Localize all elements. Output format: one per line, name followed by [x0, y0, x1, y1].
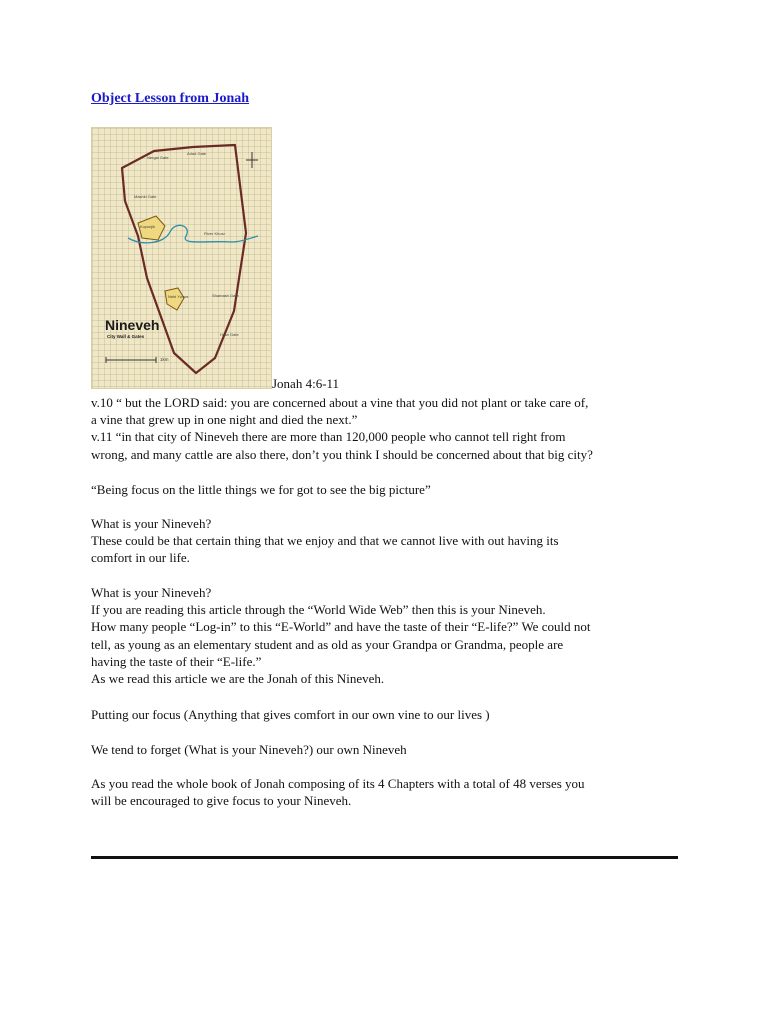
map-gate-label: Halzi Gate: [220, 332, 239, 337]
scale-bar: [106, 357, 156, 363]
map-gate-label: Adad Gate: [187, 151, 207, 156]
north-arrow: [246, 152, 258, 168]
map-scale-label: 1km: [160, 357, 169, 362]
text-line: comfort in our life.: [91, 550, 190, 566]
map-subtitle: City Wall & Gates: [107, 334, 145, 339]
text-line: a vine that grew up in one night and died the next.”: [91, 412, 358, 428]
text-line: What is your Nineveh?: [91, 585, 212, 600]
text-line: How many people “Log-in” to this “E-World” and have the taste of their “E-life?” We could not: [91, 619, 591, 635]
map-gate-label: Kuyunjik: [140, 224, 156, 229]
map-gate-label: Nebi Yunus: [168, 294, 189, 299]
map-drawing: [92, 128, 272, 389]
text-line: “Being focus on the little things we for got to see the big picture”: [91, 482, 431, 497]
text-line: These could be that certain thing that we enjoy and that we cannot live with out having its: [91, 533, 559, 549]
map-title: Nineveh: [105, 317, 160, 333]
forget-paragraph: [91, 741, 407, 758]
map-gate-label: Mashki Gate: [134, 194, 157, 199]
quote-paragraph: [91, 481, 431, 498]
nineveh-question-paragraph: [91, 515, 559, 567]
text-line: If you are reading this article through the “World Wide Web” then this is your Nineveh.: [91, 602, 546, 618]
text-line: v.11 “in that city of Nineveh there are more than 120,000 people who cannot tell right from: [91, 429, 566, 445]
horizontal-rule: [91, 856, 678, 859]
title-link[interactable]: Object Lesson from Jonah: [91, 91, 250, 106]
map-gate-label: Shamash Gate: [212, 293, 239, 298]
text-line: As you read the whole book of Jonah composing of its 4 Chapters with a total of 48 verses you: [91, 776, 585, 791]
text-line: As we read this article we are the Jonah of this Nineveh.: [91, 671, 385, 687]
text-line: v.10 “ but the LORD said: you are concerned about a vine that you did not plant or take care of,: [91, 395, 589, 410]
map-gate-label: Nergal Gate: [147, 155, 169, 160]
world-wide-web-paragraph: [91, 584, 590, 687]
text-line: What is your Nineveh?: [91, 516, 212, 531]
closing-paragraph: [91, 775, 585, 809]
verse-paragraph: [91, 394, 593, 463]
scripture-reference: Jonah 4:6-11: [272, 376, 340, 391]
nineveh-map-image: [91, 127, 272, 389]
text-line: tell, as young as an elementary student and as old as your Grandpa or Grandma, people are: [91, 636, 564, 652]
text-line: We tend to forget (What is your Nineveh?) our own Nineveh: [91, 742, 407, 757]
focus-paragraph: [91, 706, 490, 723]
text-line: wrong, and many cattle are also there, don’t you think I should be concerned about that big city?: [91, 446, 593, 462]
text-line: will be encouraged to give focus to your Nineveh.: [91, 793, 352, 809]
text-line: having the taste of their “E-life.”: [91, 653, 262, 669]
map-river-label: River Khosr: [204, 231, 225, 236]
text-line: Putting our focus (Anything that gives comfort in our own vine to our lives ): [91, 707, 490, 722]
